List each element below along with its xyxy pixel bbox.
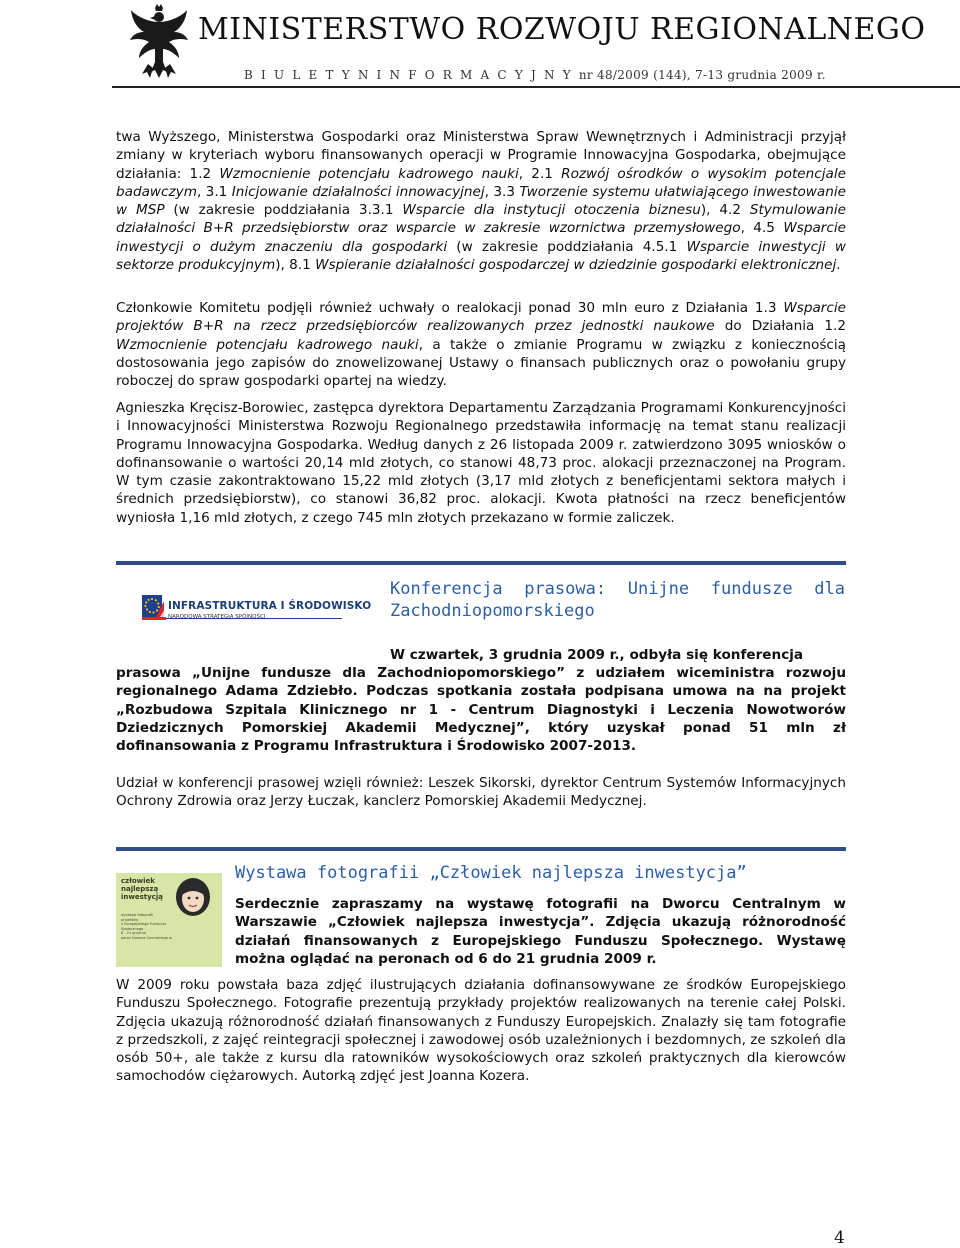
bulletin-label: B I U L E T Y N I N F O R M A C Y J N Y — [244, 68, 573, 82]
child-face-icon — [174, 877, 212, 917]
conference-date-line: W czwartek, 3 grudnia 2009 r., odbyła się konferencja — [390, 647, 804, 663]
poster-small-text: wystawa fotografii projektów z Europejskiego Funduszu Społecznego 6 - 21 grudnia peron Dworca Centralnego w — [121, 913, 172, 940]
section-divider-exhibition — [116, 847, 846, 851]
paragraph-reallocation: Członkowie Komitetu podjęli również uchwały o realokacji ponad 30 mln euro z Działania 1.3 Wsparcie projektów B+R na rzecz przedsiębiorców realizowanych przez jednostki naukowe do Działania 1.2 Wzmocnienie potencjału kadrowego nauki, a także o zmianie Programu w związku z koniecznością dostosowania jego zapisów do znowelizowanej Ustawy o finansach publicznych oraz o powołaniu grupy roboczej do spraw gospodarki opartej na wiedzy. — [116, 300, 846, 390]
exhibition-lead: Serdecznie zapraszamy na wystawę fotografii na Dworcu Centralnym w Warszawie „Człowiek najlepsza inwestycja”. Zdjęcia ukazują różnorodność działań finansowanych z Europejskiego Funduszu Społecznego. Wystawę można oglądać na peronach od 6 do 21 grudnia 2009 r. — [235, 896, 846, 967]
conference-body: Udział w konferencji prasowej wzięli również: Leszek Sikorski, dyrektor Centrum Systemów Informacyjnych Ochrony Zdrowia oraz Jerzy Łuczak, kanclerz Pomorskiej Akademii Medycznej. — [116, 775, 846, 810]
bulletin-line — [244, 68, 826, 82]
ministry-title: MINISTERSTWO ROZWOJU REGIONALNEGO — [198, 12, 926, 47]
issue-info: nr 48/2009 (144), 7-13 grudnia 2009 r. — [578, 68, 826, 82]
poster-title: człowiek najlepszą inwestycją — [121, 877, 163, 901]
conference-title: Konferencja prasowa: Unijne fundusze dla Zachodniopomorskiego — [390, 579, 845, 621]
exhibition-title: Wystawa fotografii „Człowiek najlepsza inwestycja” — [235, 863, 747, 883]
page-header — [0, 0, 960, 88]
polish-eagle-emblem — [128, 2, 190, 86]
header-rule — [112, 86, 960, 88]
infra-logo-name: INFRASTRUKTURA I ŚRODOWISKO — [168, 600, 372, 612]
exhibition-body: W 2009 roku powstała baza zdjęć ilustrujących działania dofinansowywane ze środków Europejskiego Funduszu Społecznego. Fotografie prezentują przykłady projektów realizowanych na terenie całej Polski. Zdjęcia ukazują różnorodność działań finansowanych z Funduszy Europejskich. Znalazły się tam fotografie z przedszkoli, z zajęć reintegracji społecznej i zawodowej osób uzależnionych i bezdomnych, ze szkoleń dla osób 50+, ale także z kursu dla ratowników wysokościowych oraz szkoleń praktycznych dla kierowców samochodów ciężarowych. Autorką zdjęć jest Joanna Kozera. — [116, 977, 846, 1085]
page-number: 4 — [834, 1228, 845, 1248]
conference-lead: prasowa „Unijne fundusze dla Zachodniopomorskiego” z udziałem wiceministra rozwoju regionalnego Adama Zdziebło. Podczas spotkania została podpisana umowa na na projekt „Rozbudowa Szpitala Klinicznego nr 1 - Centrum Diagnostyki i Leczenia Nowotworów Dziedzicznych Pomorskiej Akademii Medycznej”, który uzyskał ponad 51 mln zł dofinansowania z Programu Infrastruktura i Środowisko 2007-2013. — [116, 665, 846, 755]
infra-logo-subtitle: NARODOWA STRATEGIA SPÓJNOŚCI — [168, 614, 266, 620]
paragraph-program-status: Agnieszka Kręcisz-Borowiec, zastępca dyrektora Departamentu Zarządzania Programami Konkurencyjności i Innowacyjności Ministerstwa Rozwoju Regionalnego przedstawiła informację na temat stanu realizacji Programu Innowacyjna Gospodarka. Według danych z 26 listopada 2009 r. zatwierdzono 3095 wniosków o dofinansowanie o wartości 20,14 mld złotych, co stanowi 48,73 proc. alokacji przeznaczonej na Program. W tym czasie zakontraktowano 15,22 mld złotych (3,17 mld złotych z beneficjentami sektora małych i średnich przedsiębiorstw), co stanowi 36,82 proc. alokacji. Kwota płatności na rzecz beneficjentów wyniosła 1,16 mld złotych, z czego 745 mln złotych przekazano w formie zaliczek. — [116, 400, 846, 526]
section-divider-conference — [116, 561, 846, 565]
exhibition-poster — [116, 873, 222, 967]
paragraph-committee-changes: twa Wyższego, Ministerstwa Gospodarki oraz Ministerstwa Spraw Wewnętrznych i Administracji przyjął zmiany w kryteriach wyboru finansowanych operacji w Programie Innowacyjna Gospodarka, obejmujące działania: 1.2 Wzmocnienie potencjału kadrowego nauki, 2.1 Rozwój ośrodków o wysokim potencjale badawczym, 3.1 Inicjowanie działalności innowacyjnej, 3.3 Tworzenie systemu ułatwiającego inwestowanie w MSP (w zakresie poddziałania 3.3.1 Wsparcie dla instytucji otoczenia biznesu), 4.2 Stymulowanie działalności B+R przedsiębiorstw oraz wsparcie w zakresie wzornictwa przemysłowego, 4.5 Wsparcie inwestycji o dużym znaczeniu dla gospodarki (w zakresie poddziałania 4.5.1 Wsparcie inwestycji w sektorze produkcyjnym), 8.1 Wspieranie działalności gospodarczej w dziedzinie gospodarki elektronicznej. — [116, 129, 846, 274]
